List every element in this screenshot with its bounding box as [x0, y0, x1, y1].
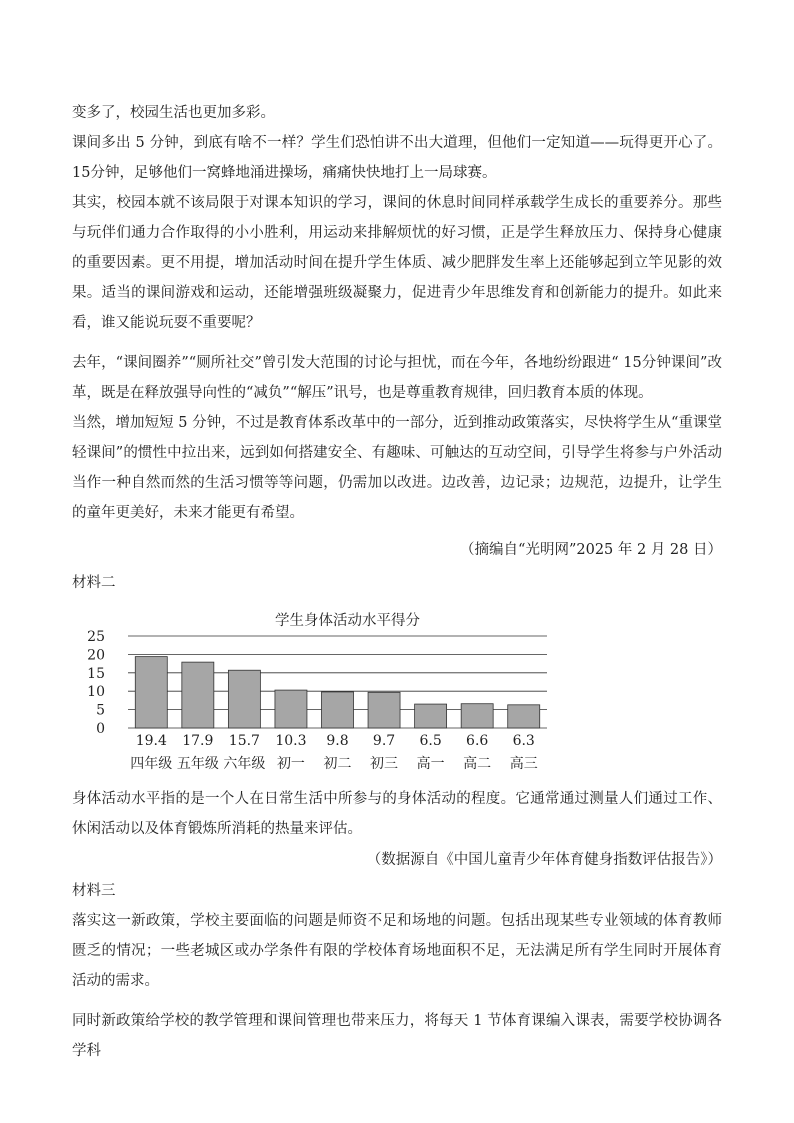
paragraph: 同时新政策给学校的教学管理和课间管理也带来压力，将每天 1 节体育课编入课表，需要学校协调各学科	[72, 1013, 722, 1059]
y-tick-label: 15	[87, 665, 105, 682]
value-label: 9.7	[372, 733, 396, 749]
bar	[415, 704, 447, 728]
bar-chart	[72, 605, 572, 775]
category-label: 五年级	[176, 756, 219, 772]
category-label: 高一	[416, 756, 445, 772]
bar	[461, 704, 493, 728]
category-label: 高二	[463, 756, 492, 772]
value-label: 10.3	[275, 733, 307, 749]
paragraph: 其实，校园本就不该局限于对课本知识的学习，课间的休息时间同样承载学生成长的重要养分。那些与玩伴们通力合作取得的小小胜利，用运动来排解烦忧的好习惯，正是学生释放压力、保持身心健康的重要因素。更不用提，增加活动时间在提升学生体质、减少肥胖发生率上还能够起到立竿见影的效果。适当的课间游戏和运动，还能增强班级凝聚力，促进青少年思维发育和创新能力的提升。如此来看，谁又能说玩耍不重要呢？	[72, 195, 722, 331]
value-label: 19.4	[135, 733, 167, 749]
chart-title: 学生身体活动水平得分	[275, 613, 420, 629]
y-tick-label: 0	[96, 721, 105, 737]
bar	[322, 692, 354, 728]
category-label: 四年级	[130, 756, 173, 772]
category-label: 初三	[370, 756, 399, 772]
value-label: 6.3	[512, 733, 535, 749]
y-tick-label: 5	[96, 702, 105, 719]
chart-svg	[72, 605, 572, 775]
source-citation: （摘编自“光明网”2025 年 2 月 28 日）	[460, 542, 722, 558]
paragraph: 变多了，校园生活也更加多彩。	[72, 105, 275, 121]
value-label: 9.8	[326, 733, 349, 749]
value-label: 15.7	[228, 733, 260, 749]
y-tick-label: 10	[87, 684, 105, 701]
bar	[508, 705, 540, 728]
bar	[368, 692, 400, 728]
y-tick-label: 20	[87, 647, 105, 664]
paragraph: 身体活动水平指的是一个人在日常生活中所参与的身体活动的程度。它通常通过测量人们通过工作、休闲活动以及体育锻炼所消耗的热量来评估。	[72, 791, 722, 837]
bar	[228, 670, 260, 728]
value-label: 6.5	[419, 733, 442, 749]
source-citation: （数据源自《中国儿童青少年体育健身指数评估报告》）	[366, 852, 722, 868]
paragraph: 课间多出 5 分钟，到底有啥不一样？学生们恐怕讲不出大道理，但他们一定知道——玩得更开心了。15分钟，足够他们一窝蜂地涌进操场，痛痛快快地打上一局球赛。	[72, 135, 722, 181]
section-heading: 材料三	[72, 883, 116, 899]
value-label: 6.6	[466, 733, 489, 749]
bar	[135, 657, 167, 728]
section-heading: 材料二	[72, 575, 116, 591]
category-label: 初一	[276, 756, 305, 772]
paragraph: 落实这一新政策，学校主要面临的问题是师资不足和场地的问题。包括出现某些专业领域的体育教师匮乏的情况；一些老城区或办学条件有限的学校体育场地面积不足，无法满足所有学生同时开展体育活动的需求。	[72, 913, 722, 989]
paragraph: 去年，“课间圈养”“厕所社交”曾引发大范围的讨论与担忧，而在今年，各地纷纷跟进“ 15分钟课间”改革，既是在释放强导向性的“减负”“解压”讯号，也是尊重教育规律，回归教育本质的体现。	[72, 355, 722, 401]
category-label: 高三	[509, 756, 538, 772]
bar	[182, 662, 214, 728]
value-label: 17.9	[182, 733, 214, 749]
y-tick-label: 25	[87, 629, 105, 645]
bar	[275, 690, 307, 728]
category-label: 初二	[323, 756, 352, 772]
category-label: 六年级	[223, 756, 266, 772]
paragraph: 当然，增加短短 5 分钟，不过是教育体系改革中的一部分，近到推动政策落实，尽快将学生从“重课堂轻课间”的惯性中拉出来，远到如何搭建安全、有趣味、可触达的互动空间，引导学生将参与户外活动当作一种自然而然的生活习惯等等问题，仍需加以改进。边改善，边记录；边规范，边提升，让学生的童年更美好，未来才能更有希望。	[72, 415, 722, 521]
